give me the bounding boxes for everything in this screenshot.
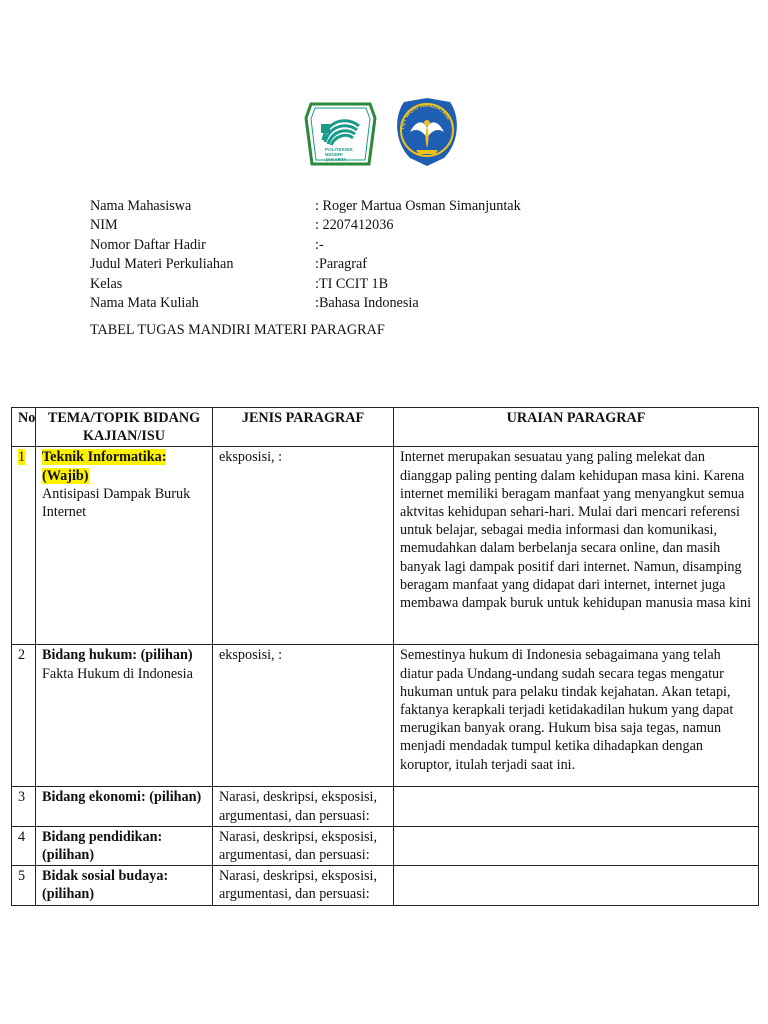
info-label: Judul Materi Perkuliahan: [90, 256, 234, 273]
row-jenis: Narasi, deskripsi, eksposisi, argumentasi, dan persuasi:: [213, 866, 394, 905]
tema-bold: Bidang pendidikan: (pilihan): [42, 828, 163, 864]
politeknik-negeri-jakarta-logo: [303, 100, 378, 170]
header-logos: [0, 96, 768, 176]
row-no-highlight: 1: [18, 449, 26, 466]
info-label: Nama Mahasiswa: [90, 198, 192, 214]
tema-text: Antisipasi Dampak Buruk Internet: [42, 485, 191, 521]
row-tema: [36, 826, 213, 865]
tema-bold: Bidang ekonomi: (pilihan): [42, 789, 202, 806]
tut-logo-text: TUT WURI HANDAYANI: [399, 102, 452, 131]
table-row: [12, 645, 759, 787]
table-row: [12, 447, 759, 645]
pnj-logo-line-1: POLITEKNIK: [325, 147, 353, 152]
row-no: [12, 447, 36, 645]
row-tema: [36, 787, 213, 826]
header-uraian: URAIAN PARAGRAF: [394, 408, 759, 447]
info-label: Nama Mata Kuliah: [90, 294, 199, 311]
pnj-logo-line-3: JAKARTA: [325, 157, 347, 162]
info-label: Nomor Daftar Hadir: [90, 236, 206, 253]
row-jenis: eksposisi, :: [213, 447, 394, 645]
table-row: [12, 826, 759, 865]
info-value: :Paragraf: [315, 256, 367, 273]
row-uraian: [394, 787, 759, 826]
tema-text: Fakta Hukum di Indonesia: [42, 665, 193, 682]
row-jenis: Narasi, deskripsi, eksposisi, argumentasi, dan persuasi:: [213, 787, 394, 826]
tut-wuri-handayani-logo: [392, 96, 462, 168]
table-header-row: [12, 408, 759, 447]
row-uraian: [394, 826, 759, 865]
info-value: :-: [315, 236, 324, 253]
info-label: Kelas: [90, 275, 123, 292]
document-title: TABEL TUGAS MANDIRI MATERI PARAGRAF: [90, 322, 385, 338]
tema-bold: Bidak sosial budaya: (pilihan): [42, 868, 169, 903]
row-no: 5: [12, 866, 36, 905]
row-jenis: eksposisi, :: [213, 645, 394, 787]
header-tema: TEMA/TOPIK BIDANG KAJIAN/ISU: [36, 408, 213, 447]
row-uraian: Internet merupakan sesuatau yang paling melekat dan dianggap paling penting dalam kehidupan masa kini. Karena internet memiliki beragam manfaat yang menyangkut semua aktvitas kehidupan sehari-hari. Mulai dari mencari referensi untuk belajar, sebagai media informasi dan komunikasi, memudahkan dalam berbelanja secara online, dan masih banyak lagi dampak positif dari internet. Namun, disamping beragam manfaat yang didapat dari internet, internet juga membawa dampak buruk untuk kehidupan manusia masa kini: [394, 447, 759, 645]
row-tema: [36, 645, 213, 787]
row-tema: [36, 866, 213, 905]
row-uraian: Semestinya hukum di Indonesia sebagaimana yang telah diatur pada Undang-undang sudah secara tegas mengatur hukuman untuk para pelaku tindak kejahatan. Akan tetapi, faktanya kerapkali terjadi ketidakadilan hukum yang dapat merugikan banyak orang. Hukum bisa saja tegas, namun menjadi mendadak tumpul ketika dihadapkan dengan koruptor, itulah terjadi saat ini.: [394, 645, 759, 787]
row-no: 3: [12, 787, 36, 826]
row-no: 2: [12, 645, 36, 787]
header-jenis: JENIS PARAGRAF: [213, 408, 394, 447]
table-row: [12, 787, 759, 826]
row-jenis: Narasi, deskripsi, eksposisi, argumentasi, dan persuasi:: [213, 826, 394, 865]
row-uraian: [394, 866, 759, 905]
table-row: [12, 866, 759, 905]
row-tema: [36, 447, 213, 645]
tema-bold: Bidang hukum: (pilihan): [42, 647, 193, 664]
pnj-logo-line-2: NEGERI: [325, 152, 343, 157]
info-value: :Bahasa Indonesia: [315, 294, 419, 311]
info-value: : Roger Martua Osman Simanjuntak: [315, 198, 521, 214]
info-value: : 2207412036: [315, 217, 394, 234]
row-no: 4: [12, 826, 36, 865]
info-label: NIM: [90, 217, 118, 234]
info-value: :TI CCIT 1B: [315, 275, 389, 292]
tema-bold: Teknik Informatika: (Wajib): [42, 449, 167, 484]
header-no: No: [12, 408, 36, 447]
assignment-table: [11, 407, 759, 906]
